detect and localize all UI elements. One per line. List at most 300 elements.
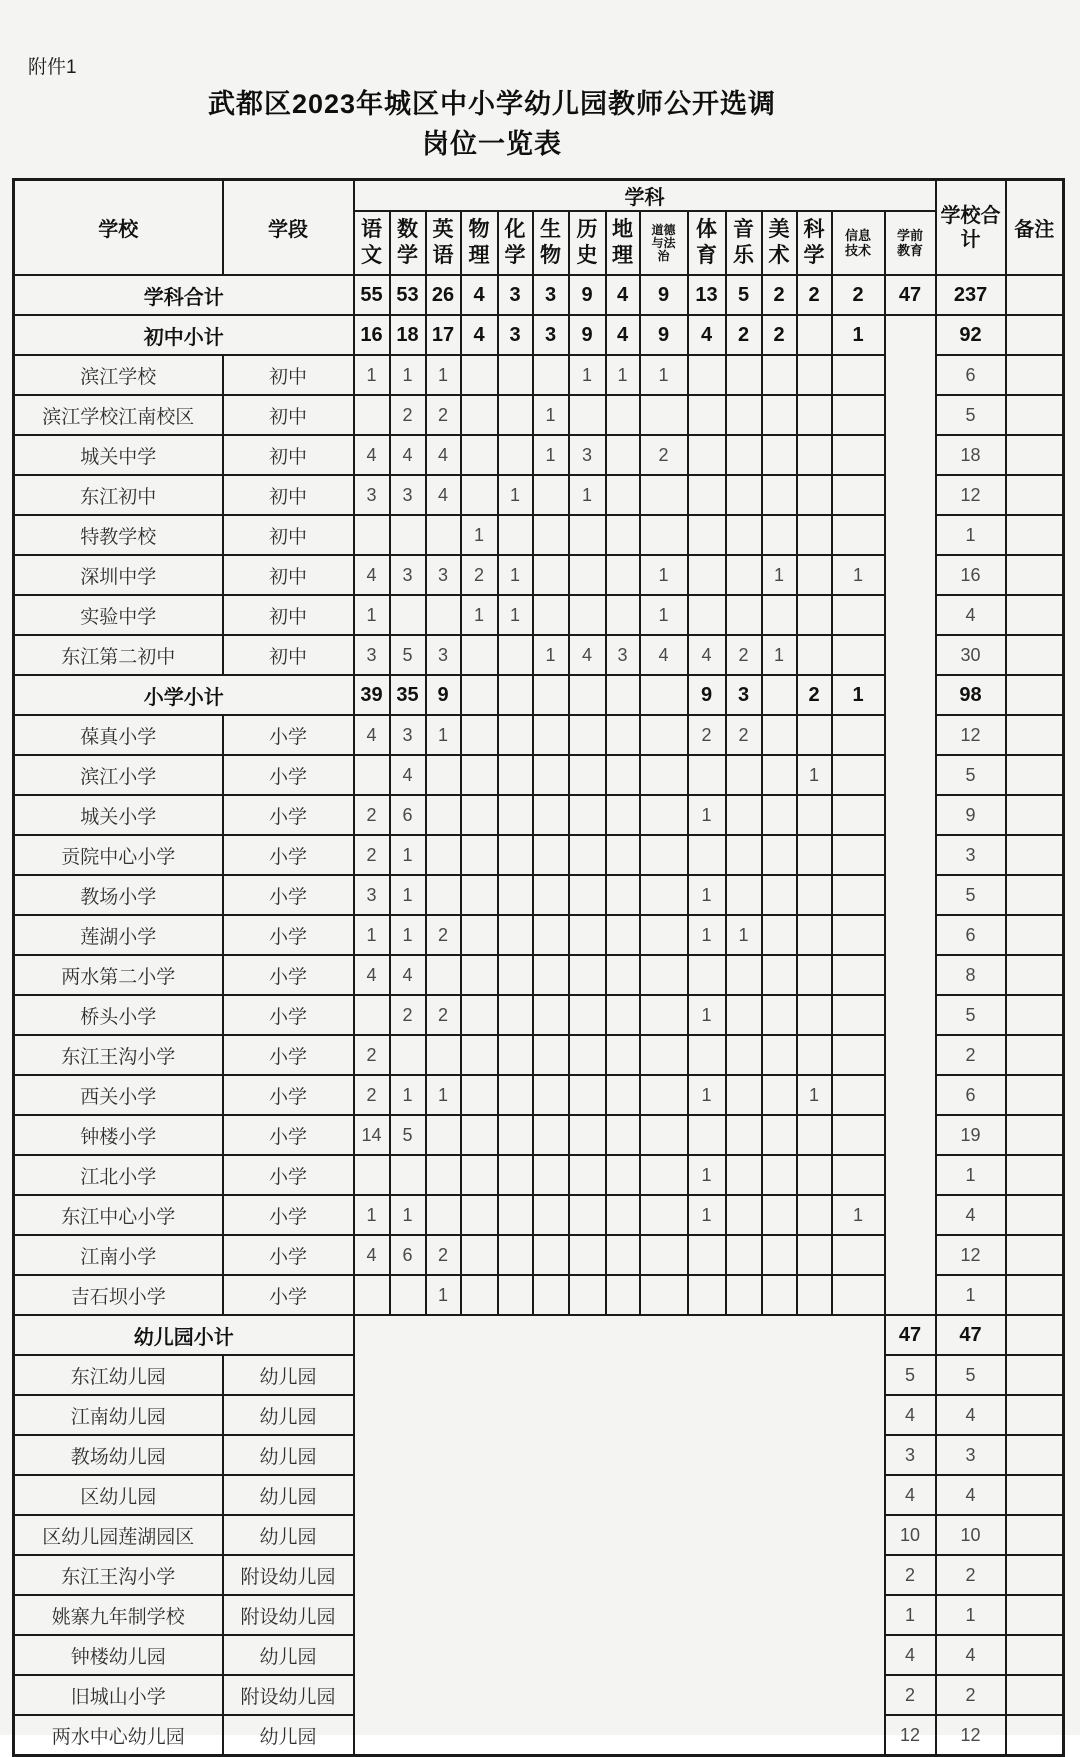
subject-cell [797,355,832,395]
subject-cell [797,595,832,635]
subject-cell [606,875,640,915]
subject-cell: 1 [762,635,797,675]
positions-table [12,178,1065,1757]
table-body [14,275,1064,1756]
subject-cell: 1 [498,475,533,515]
subject-cell [533,1195,569,1235]
stage-cell: 初中 [223,475,354,515]
subject-cell [726,955,762,995]
school-name-cell: 城关中学 [14,435,223,475]
subject-cell [606,955,640,995]
subject-cell: 1 [390,355,426,395]
subject-cell [640,875,688,915]
subject-cell [606,555,640,595]
subject-cell: 4 [354,555,390,595]
school-total-cell: 47 [936,1315,1006,1355]
stage-cell: 初中 [223,355,354,395]
subject-cell [533,555,569,595]
stage-cell: 小学 [223,955,354,995]
subject-cell [426,515,461,555]
remark-cell [1006,995,1064,1035]
subject-cell [533,1235,569,1275]
subject-cell [533,1035,569,1075]
subject-cell [426,755,461,795]
subject-cell: 3 [533,275,569,315]
school-total-cell: 16 [936,555,1006,595]
school-name-cell: 旧城山小学 [14,1675,223,1715]
subject-cell [640,1115,688,1155]
remark-cell [1006,1115,1064,1155]
subject-cell [762,795,797,835]
subject-cell [688,1235,726,1275]
subject-cell [461,1155,498,1195]
subject-cell [533,1075,569,1115]
subject-cell: 1 [354,595,390,635]
subject-cell [354,755,390,795]
subject-cell [569,875,606,915]
subject-cell: 3 [569,435,606,475]
subject-cell: 1 [688,795,726,835]
school-total-cell: 10 [936,1515,1006,1555]
subject-cell [533,875,569,915]
subject-cell: 1 [354,355,390,395]
subject-cell [606,1115,640,1155]
subject-cell [569,955,606,995]
subject-cell: 4 [606,315,640,355]
school-total-cell: 4 [936,1395,1006,1435]
stage-cell: 附设幼儿园 [223,1555,354,1595]
subject-cell: 1 [426,1075,461,1115]
subject-cell [461,395,498,435]
subject-cell [426,955,461,995]
subject-cell [832,1035,885,1075]
stage-cell: 小学 [223,995,354,1035]
subject-cell [461,795,498,835]
subject-cell [461,995,498,1035]
stage-cell: 小学 [223,755,354,795]
subject-cell: 14 [354,1115,390,1155]
subject-cell [640,1035,688,1075]
subject-cell [797,555,832,595]
table-row-学科合计 [14,275,1064,315]
subject-cell [390,1155,426,1195]
remark-cell [1006,1675,1064,1715]
subject-cell: 4 [390,435,426,475]
subject-cell [569,1155,606,1195]
kindergarten-merged-cell [354,1315,885,1756]
school-name-cell: 两水中心幼儿园 [14,1715,223,1756]
school-total-cell: 5 [936,1355,1006,1395]
subject-cell: 9 [640,275,688,315]
subject-cell [640,675,688,715]
school-name-cell: 钟楼幼儿园 [14,1635,223,1675]
school-total-cell: 5 [936,995,1006,1035]
subject-cell [762,1235,797,1275]
subject-cell [569,755,606,795]
subject-cell [797,795,832,835]
remark-cell [1006,1595,1064,1635]
subject-cell [498,835,533,875]
school-name-cell: 东江中心小学 [14,1195,223,1235]
subject-cell: 2 [726,315,762,355]
subject-cell [640,475,688,515]
header-remark: 备注 [1006,180,1064,276]
remark-cell [1006,915,1064,955]
subject-cell: 1 [390,835,426,875]
subject-cell: 4 [569,635,606,675]
subject-cell: 2 [797,275,832,315]
prek-cell: 4 [885,1475,936,1515]
subject-cell: 4 [688,315,726,355]
school-name-cell: 桥头小学 [14,995,223,1035]
row-label: 小学小计 [14,675,354,715]
subject-cell [606,755,640,795]
subject-cell: 16 [354,315,390,355]
subject-cell [606,475,640,515]
subject-cell [606,1075,640,1115]
stage-cell: 小学 [223,1155,354,1195]
subject-cell [569,1235,606,1275]
subject-cell [726,795,762,835]
school-total-cell: 19 [936,1115,1006,1155]
subject-cell [461,955,498,995]
school-total-cell: 9 [936,795,1006,835]
subject-cell [688,1115,726,1155]
school-total-cell: 2 [936,1675,1006,1715]
subject-cell: 2 [426,1235,461,1275]
subject-cell [640,1195,688,1235]
subject-header-7: 地理 [606,211,640,275]
subject-cell [726,835,762,875]
school-total-cell: 30 [936,635,1006,675]
school-total-cell: 4 [936,1195,1006,1235]
subject-cell: 9 [569,275,606,315]
header-stage: 学段 [223,180,354,276]
stage-cell: 附设幼儿园 [223,1675,354,1715]
subject-cell: 3 [726,675,762,715]
school-total-cell: 12 [936,475,1006,515]
subject-cell: 2 [762,315,797,355]
subject-cell: 3 [354,635,390,675]
subject-cell [461,915,498,955]
subject-cell [354,1275,390,1315]
subject-cell [688,395,726,435]
subject-cell [762,835,797,875]
subject-cell [797,395,832,435]
subject-cell [832,515,885,555]
subject-cell: 1 [688,1195,726,1235]
subject-cell [726,595,762,635]
subject-cell [426,875,461,915]
school-total-cell: 1 [936,1275,1006,1315]
subject-cell [832,795,885,835]
subject-cell [762,715,797,755]
remark-cell [1006,475,1064,515]
school-total-cell: 12 [936,715,1006,755]
subject-header-8: 道德与法治 [640,211,688,275]
subject-cell [688,835,726,875]
subject-cell [797,955,832,995]
school-total-cell: 12 [936,1235,1006,1275]
subject-cell [726,475,762,515]
subject-cell: 1 [390,875,426,915]
remark-cell [1006,395,1064,435]
subject-cell [726,1235,762,1275]
subject-cell [569,1195,606,1235]
subject-cell: 3 [390,555,426,595]
subject-cell [762,995,797,1035]
remark-cell [1006,435,1064,475]
subject-cell: 1 [426,715,461,755]
remark-cell [1006,555,1064,595]
subject-cell [606,1275,640,1315]
school-total-cell: 237 [936,275,1006,315]
table-row-初中小计 [14,315,1064,355]
prek-cell: 10 [885,1515,936,1555]
subject-cell [354,515,390,555]
stage-cell: 小学 [223,1195,354,1235]
subject-cell [461,755,498,795]
school-name-cell: 莲湖小学 [14,915,223,955]
subject-cell [606,1155,640,1195]
subject-cell: 1 [354,915,390,955]
subject-header-4: 化学 [498,211,533,275]
page-title-line1: 武都区2023年城区中小学幼儿园教师公开选调 [207,89,777,119]
subject-cell: 2 [762,275,797,315]
subject-cell [726,1035,762,1075]
school-name-cell: 城关小学 [14,795,223,835]
subject-cell: 3 [426,635,461,675]
subject-cell [726,515,762,555]
subject-cell [832,595,885,635]
subject-cell [762,395,797,435]
subject-cell [688,755,726,795]
stage-cell: 小学 [223,1075,354,1115]
subject-cell: 1 [640,355,688,395]
subject-cell [832,915,885,955]
subject-cell [688,1035,726,1075]
subject-cell [832,715,885,755]
subject-cell [569,1275,606,1315]
prek-cell: 2 [885,1555,936,1595]
subject-cell [606,595,640,635]
subject-cell: 1 [797,1075,832,1115]
subject-cell [762,755,797,795]
remark-cell [1006,1315,1064,1355]
subject-header-12: 科学 [797,211,832,275]
subject-cell [498,435,533,475]
subject-cell: 3 [354,475,390,515]
subject-cell [533,1115,569,1155]
header-row-1 [14,180,1064,212]
school-name-cell: 吉石坝小学 [14,1275,223,1315]
remark-cell [1006,355,1064,395]
subject-cell [461,1075,498,1115]
subject-header-14: 学前教育 [885,211,936,275]
subject-cell [533,515,569,555]
remark-cell [1006,595,1064,635]
row-label: 学科合计 [14,275,354,315]
subject-cell [640,835,688,875]
subject-cell [498,875,533,915]
subject-header-5: 生物 [533,211,569,275]
subject-cell: 2 [354,1075,390,1115]
subject-cell [498,1235,533,1275]
stage-cell: 幼儿园 [223,1435,354,1475]
subject-cell [533,715,569,755]
subject-cell [797,435,832,475]
school-total-cell: 5 [936,395,1006,435]
row-label: 初中小计 [14,315,354,355]
subject-cell [762,1275,797,1315]
prek-cell: 5 [885,1355,936,1395]
subject-cell [461,1235,498,1275]
school-name-cell: 特教学校 [14,515,223,555]
subject-cell [762,595,797,635]
subject-cell [498,755,533,795]
subject-cell: 2 [726,635,762,675]
subject-cell [498,1155,533,1195]
subject-cell [832,1235,885,1275]
subject-cell [533,915,569,955]
subject-cell [688,955,726,995]
subject-cell [762,915,797,955]
school-total-cell: 12 [936,1715,1006,1756]
subject-cell [498,1115,533,1155]
school-name-cell: 深圳中学 [14,555,223,595]
subject-cell [569,995,606,1035]
subject-cell: 1 [426,1275,461,1315]
subject-cell [762,1075,797,1115]
subject-cell [569,1035,606,1075]
subject-cell [461,475,498,515]
remark-cell [1006,1075,1064,1115]
remark-cell [1006,1275,1064,1315]
subject-cell: 2 [354,795,390,835]
subject-cell [569,715,606,755]
subject-cell [726,1155,762,1195]
subject-cell: 1 [688,875,726,915]
school-total-cell: 1 [936,1155,1006,1195]
subject-cell: 26 [426,275,461,315]
remark-cell [1006,1435,1064,1475]
subject-cell: 1 [832,315,885,355]
subject-cell [606,675,640,715]
subject-cell: 3 [498,315,533,355]
subject-cell: 4 [354,1235,390,1275]
stage-cell: 小学 [223,1235,354,1275]
subject-cell: 2 [426,915,461,955]
subject-cell: 2 [390,395,426,435]
subject-cell [498,1035,533,1075]
remark-cell [1006,875,1064,915]
subject-cell: 4 [426,475,461,515]
subject-cell [498,355,533,395]
subject-cell [797,515,832,555]
subject-cell [606,835,640,875]
subject-cell: 5 [726,275,762,315]
subject-cell [426,1155,461,1195]
subject-cell: 17 [426,315,461,355]
remark-cell [1006,1475,1064,1515]
subject-cell [832,1275,885,1315]
subject-cell: 4 [688,635,726,675]
subject-cell [640,795,688,835]
subject-cell: 9 [640,315,688,355]
school-name-cell: 区幼儿园 [14,1475,223,1515]
subject-cell [832,875,885,915]
school-name-cell: 东江第二初中 [14,635,223,675]
stage-cell: 初中 [223,595,354,635]
subject-cell: 5 [390,1115,426,1155]
subject-cell [726,995,762,1035]
subject-cell [606,715,640,755]
subject-cell [762,1155,797,1195]
subject-cell [832,755,885,795]
subject-cell [726,1275,762,1315]
prek-merged-cell [885,315,936,1315]
school-total-cell: 6 [936,915,1006,955]
remark-cell [1006,675,1064,715]
subject-cell: 1 [762,555,797,595]
subject-cell [797,1235,832,1275]
subject-cell [390,1035,426,1075]
page-title-line2: 岗位一览表 [422,129,562,159]
subject-cell [461,715,498,755]
stage-cell: 初中 [223,635,354,675]
school-total-cell: 6 [936,1075,1006,1115]
subject-cell [640,915,688,955]
stage-cell: 初中 [223,515,354,555]
subject-cell: 2 [688,715,726,755]
remark-cell [1006,635,1064,675]
subject-cell [390,1275,426,1315]
subject-cell [606,395,640,435]
school-total-cell: 98 [936,675,1006,715]
subject-cell: 2 [354,835,390,875]
subject-cell [498,795,533,835]
remark-cell [1006,795,1064,835]
school-total-cell: 5 [936,755,1006,795]
remark-cell [1006,1155,1064,1195]
school-name-cell: 姚寨九年制学校 [14,1595,223,1635]
subject-cell [797,315,832,355]
subject-cell: 2 [832,275,885,315]
subject-cell [640,955,688,995]
subject-cell [390,595,426,635]
stage-cell: 初中 [223,435,354,475]
subject-cell [498,915,533,955]
remark-cell [1006,1355,1064,1395]
subject-cell: 1 [606,355,640,395]
subject-header-1: 数学 [390,211,426,275]
subject-cell: 4 [354,715,390,755]
subject-cell [640,395,688,435]
remark-cell [1006,715,1064,755]
subject-cell: 1 [390,1195,426,1235]
school-total-cell: 18 [936,435,1006,475]
attachment-label: 附件1 [28,57,77,78]
subject-cell [640,1075,688,1115]
school-name-cell: 实验中学 [14,595,223,635]
subject-cell [461,675,498,715]
subject-cell [832,355,885,395]
row-label: 幼儿园小计 [14,1315,354,1355]
stage-cell: 小学 [223,715,354,755]
subject-cell [569,515,606,555]
subject-cell [426,1115,461,1155]
stage-cell: 小学 [223,1035,354,1075]
